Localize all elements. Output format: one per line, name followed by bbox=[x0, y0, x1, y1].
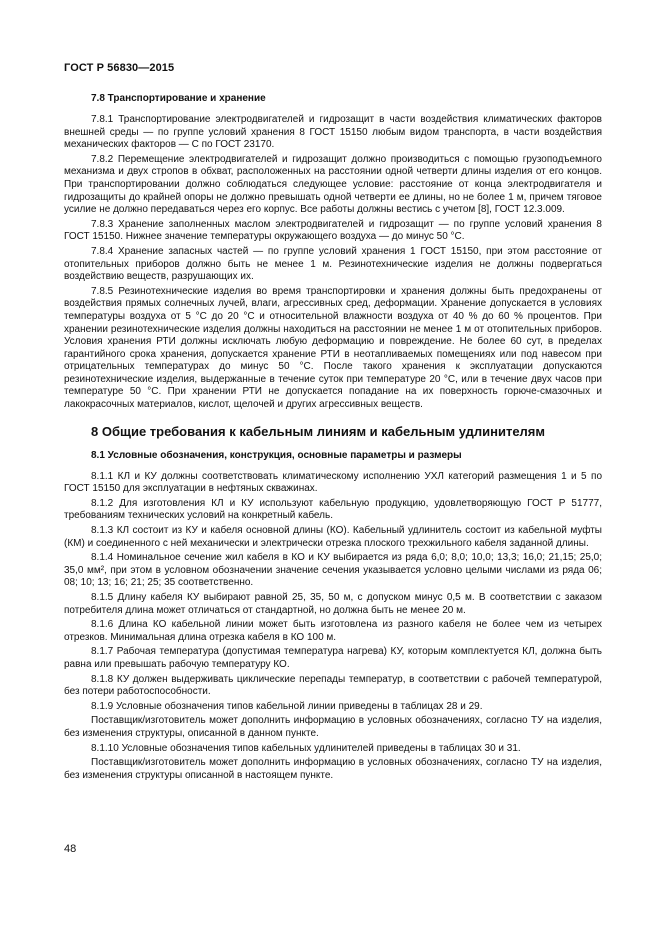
section-8-heading: 8 Общие требования к кабельным линиям и кабельным удлинителям bbox=[91, 423, 546, 439]
standard-designation: ГОСТ Р 56830—2015 bbox=[64, 62, 175, 74]
page-content bbox=[64, 92, 602, 784]
paragraph-8-1-6: 8.1.6 Длина КО кабельной линии может быть изготовлена из разного кабеля не более чем из четырех отрезков. Минимальная длина отрезка кабеля в КО 100 м. bbox=[64, 619, 602, 643]
section-7-8-heading: 7.8 Транспортирование и хранение bbox=[91, 93, 266, 104]
paragraph-7-8-1: 7.8.1 Транспортирование электродвигателей и гидрозащит в части воздействия климатических факторов внешней среды — по группе условий хранения 8 ГОСТ 15150 любым видом транспорта, в части воздействия механических факторов — С по ГОСТ 23170. bbox=[64, 114, 602, 151]
paragraph-8-1-7: 8.1.7 Рабочая температура (допустимая температура нагрева) КУ, которым комплектуется КЛ, должна быть равна или превышать рабочую температуру КО. bbox=[64, 646, 602, 670]
paragraph-8-1-8: 8.1.8 КУ должен выдерживать циклические перепады температур, в соответствии с рабочей температурой, без потери работоспособности. bbox=[64, 673, 602, 698]
paragraph-8-1-10: 8.1.10 Условные обозначения типов кабельных удлинителей приведены в таблицах 30 и 31. bbox=[91, 742, 521, 754]
section-8-1-heading: 8.1 Условные обозначения, конструкция, основные параметры и размеры bbox=[91, 449, 462, 461]
paragraph-7-8-5: 7.8.5 Резинотехнические изделия во время транспортировки и хранения должны быть предохранены от воздействия прямых солнечных лучей, влаги, агрессивных сред, деформации. Хранение допускается в условиях температуры воздуха от 5 °С до 20 °С и относительной влажности воздуха от 40 % до 60 % процентов. При хранении резинотехнические изделия должны находиться на расстоянии не менее 1 м от отопительных приборов. Условия хранения РТИ должны исключать любую деформацию и повреждение. Не более 60 сут, в пределах гарантийного срока хранения, допускается хранение РТИ в неотапливаемых помещениях или под навесом при отрицательных температурах до минус 50 °С. После такого хранения к эксплуатации допускаются резинотехнические изделия, выдержанные в течение суток при температуре 20 °С, или в течение двух часов при температуре 50 °С. При хранении РТИ не допускается попадание на их поверхность горюче-смазочных и лакокрасочных материалов, кислот, щелочей и других агрессивных веществ. bbox=[64, 285, 602, 411]
paragraph-7-8-3: 7.8.3 Хранение заполненных маслом электродвигателей и гидрозащит — по группе условий хранения 8 ГОСТ 15150. Нижнее значение температуры окружающего воздуха — до минус 50 °С. bbox=[64, 218, 602, 243]
paragraph-7-8-4: 7.8.4 Хранение запасных частей — по группе условий хранения 1 ГОСТ 15150, при этом расстояние от отопительных приборов должно быть не менее 1 м. Резинотехнические изделия не должны подвергаться воздействию веществ, разрушающих их. bbox=[64, 245, 602, 283]
paragraph-8-1-9-note: Поставщик/изготовитель может дополнить информацию в условных обозначениях, согласно ТУ на изделия, без изменения структуры, описанной в данном пункте. bbox=[64, 715, 602, 739]
paragraph-7-8-2: 7.8.2 Перемещение электродвигателей и гидрозащит должно производиться с помощью грузоподъемного механизма и двух стропов в обхват, расположенных на расстоянии одной четверти длины изделия от его концов. При транспортировании должно соблюдаться следующее условие: расстояние от конца электродвигателя и гидрозащиты до крайней опоры не должно превышать одной четверти ее длины, но не более 1 м, причем тяговое усилие не должно передаваться через его корпус. Все работы должны вестись с учетом [8], ГОСТ 12.3.009. bbox=[64, 153, 602, 216]
paragraph-8-1-4: 8.1.4 Номинальное сечение жил кабеля в КО и КУ выбирается из ряда 6,0; 8,0; 10,0; 13,3; 16,0; 21,15; 25,0; 35,0 мм², при этом в условном обозначении значение сечения указывается условно целыми числами из ряда 06; 08; 10; 13; 16; 21; 25; 35 соответственно. bbox=[64, 552, 602, 589]
paragraph-8-1-10-note: Поставщик/изготовитель может дополнить информацию в условных обозначениях, согласно ТУ на изделия, без изменения структуры описанной в настоящем пункте. bbox=[64, 757, 602, 781]
paragraph-8-1-2: 8.1.2 Для изготовления КЛ и КУ используют кабельную продукцию, удовлетворяющую ГОСТ Р 51777, требованиям технических условий на конкретный кабель. bbox=[64, 497, 602, 522]
page-number: 48 bbox=[64, 843, 77, 855]
paragraph-8-1-5: 8.1.5 Длину кабеля КУ выбирают равной 25, 35, 50 м, с допуском минус 0,5 м. В соответствии с заказом потребителя длина может отличаться от стандартной, но должна быть не менее 20 м. bbox=[64, 592, 602, 616]
paragraph-8-1-3: 8.1.3 КЛ состоит из КУ и кабеля основной длины (КО). Кабельный удлинитель состоит из кабельной муфты (КМ) и соединенного с ней механически и электрически отрезка плоского трехжильного кабеля заданной длины. bbox=[64, 525, 602, 549]
paragraph-8-1-1: 8.1.1 КЛ и КУ должны соответствовать климатическому исполнению УХЛ категорий размещения 1 и 5 по ГОСТ 15150 для эксплуатации в нефтяных скважинах. bbox=[64, 470, 602, 495]
paragraph-8-1-9: 8.1.9 Условные обозначения типов кабельной линии приведены в таблицах 28 и 29. bbox=[91, 700, 483, 712]
